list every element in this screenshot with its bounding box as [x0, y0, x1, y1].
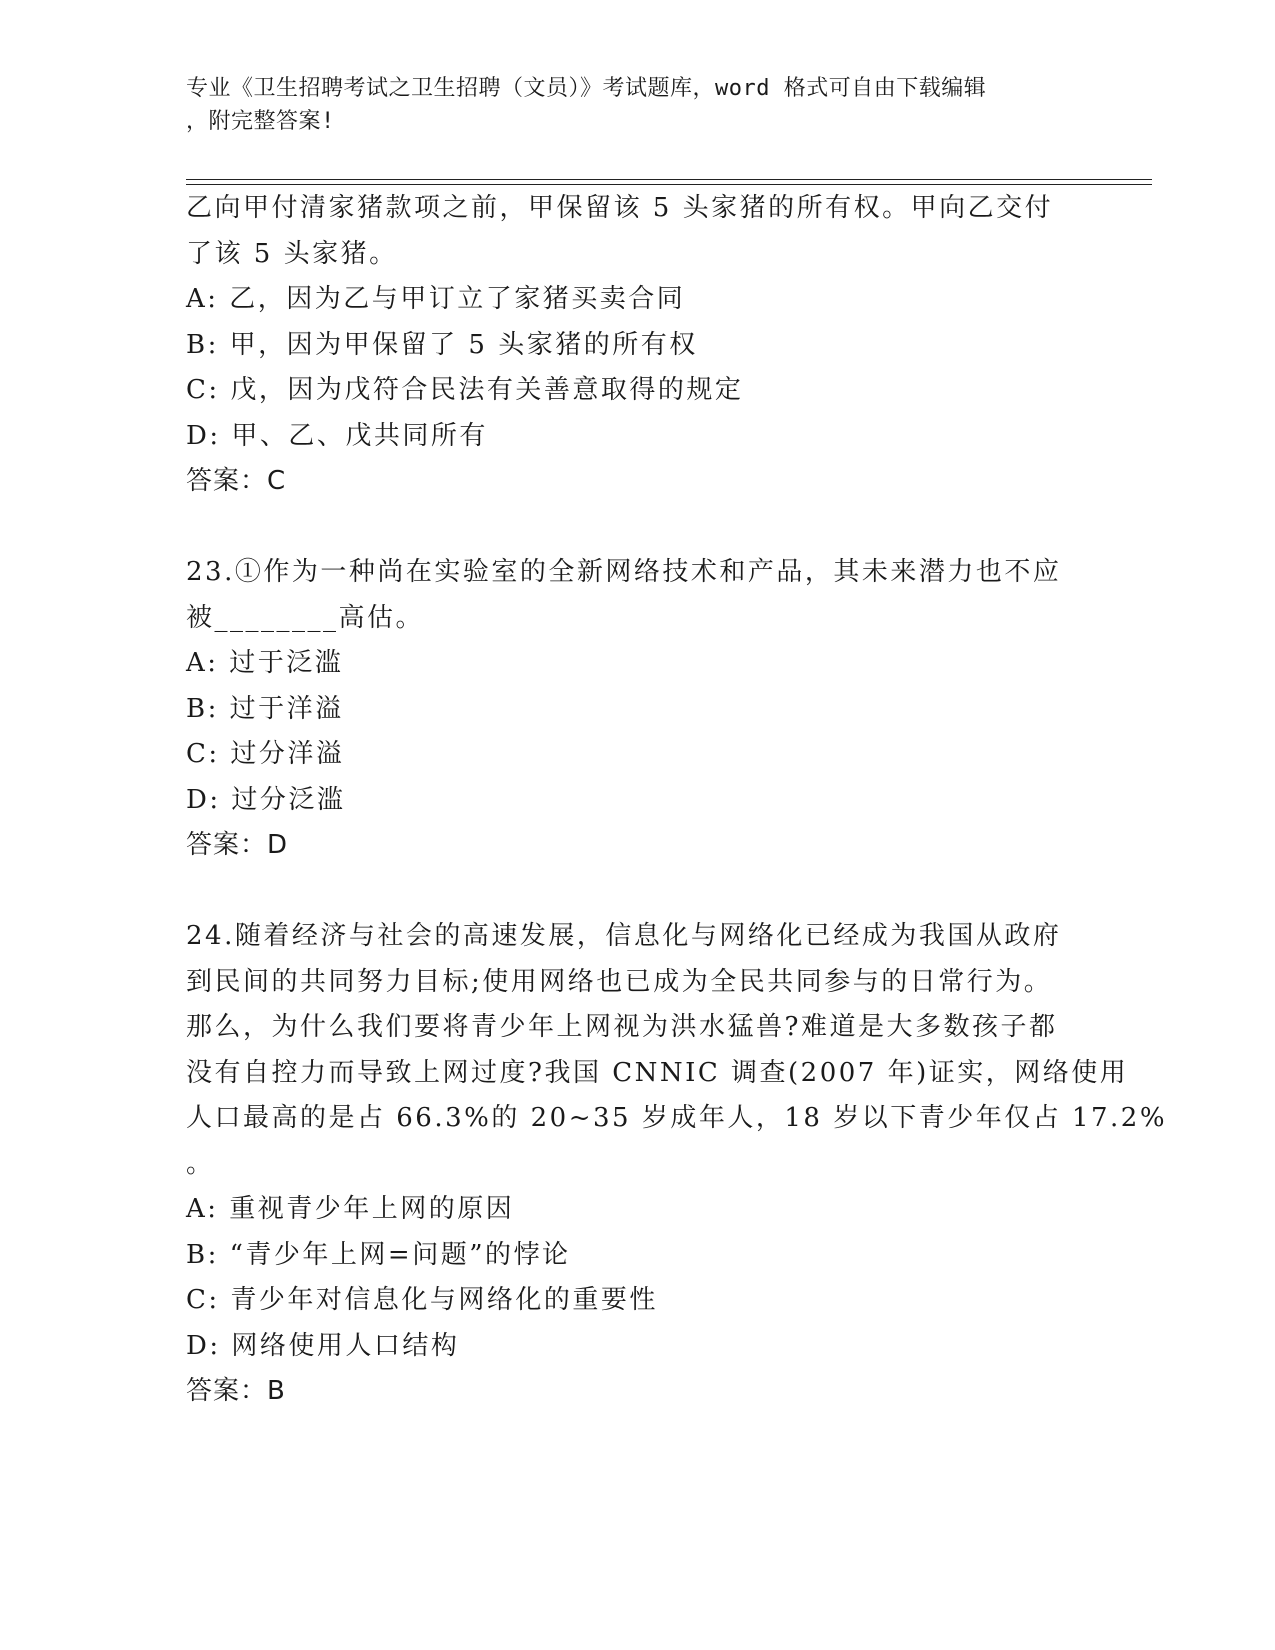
option-c: C: 过分洋溢: [186, 739, 345, 769]
question-22: [186, 186, 1086, 505]
question-list: [186, 186, 1168, 1415]
option-d: D: 甲、乙、戊共同所有: [186, 420, 488, 451]
option-b: B: “青少年上网=问题”的悖论: [186, 1239, 571, 1270]
option-d: D: 网络使用人口结构: [186, 1330, 460, 1361]
option-a: A: 过于泛滥: [186, 648, 344, 678]
question-stem-line: 人口最高的是占 66.3%的 20~35 岁成年人，18 岁以下青少年仅占 17.2%: [186, 1103, 1168, 1133]
header-divider-top: [186, 179, 1152, 180]
option-c: C: 戊，因为戊符合民法有关善意取得的规定: [186, 375, 744, 405]
option-a: A: 重视青少年上网的原因: [186, 1194, 515, 1224]
spacer: [186, 505, 1086, 551]
option-a: A: 乙，因为乙与甲订立了家猪买卖合同: [186, 284, 686, 314]
question-stem-line: 。: [186, 1148, 215, 1179]
question-stem-line: 24.随着经济与社会的高速发展，信息化与网络化已经成为我国从政府: [186, 921, 1062, 951]
option-c: C: 青少年对信息化与网络化的重要性: [186, 1285, 658, 1315]
option-b: B: 甲，因为甲保留了 5 头家猪的所有权: [186, 329, 698, 360]
question-23: [186, 550, 1086, 869]
question-stem-line: 了该 5 头家猪。: [186, 238, 398, 269]
answer-line: 答案：D: [186, 830, 289, 860]
option-d: D: 过分泛滥: [186, 784, 346, 815]
question-24: [186, 914, 1168, 1415]
option-b: B: 过于洋溢: [186, 693, 344, 724]
question-stem-line: 到民间的共同努力目标;使用网络也已成为全民共同参与的日常行为。: [186, 966, 1053, 997]
header-divider-bottom: [186, 184, 1152, 185]
answer-line: 答案：C: [186, 466, 287, 496]
question-stem-line: 23.①作为一种尚在实验室的全新网络技术和产品，其未来潜力也不应: [186, 557, 1062, 587]
question-stem-line: 乙向甲付清家猪款项之前，甲保留该 5 头家猪的所有权。甲向乙交付: [186, 193, 1054, 223]
header-line-2: ，附完整答案!: [186, 109, 335, 134]
spacer: [186, 869, 1086, 915]
header-line-1: 专业《卫生招聘考试之卫生招聘（文员）》考试题库，word 格式可自由下载编辑: [186, 76, 987, 101]
question-stem-line: 被________高估。: [186, 602, 425, 633]
answer-line: 答案：B: [186, 1376, 286, 1406]
question-stem-line: 那么，为什么我们要将青少年上网视为洪水猛兽?难道是大多数孩子都: [186, 1012, 1058, 1042]
question-stem-line: 没有自控力而导致上网过度?我国 CNNIC 调查(2007 年)证实，网络使用: [186, 1057, 1129, 1088]
page-header: [186, 72, 1076, 138]
